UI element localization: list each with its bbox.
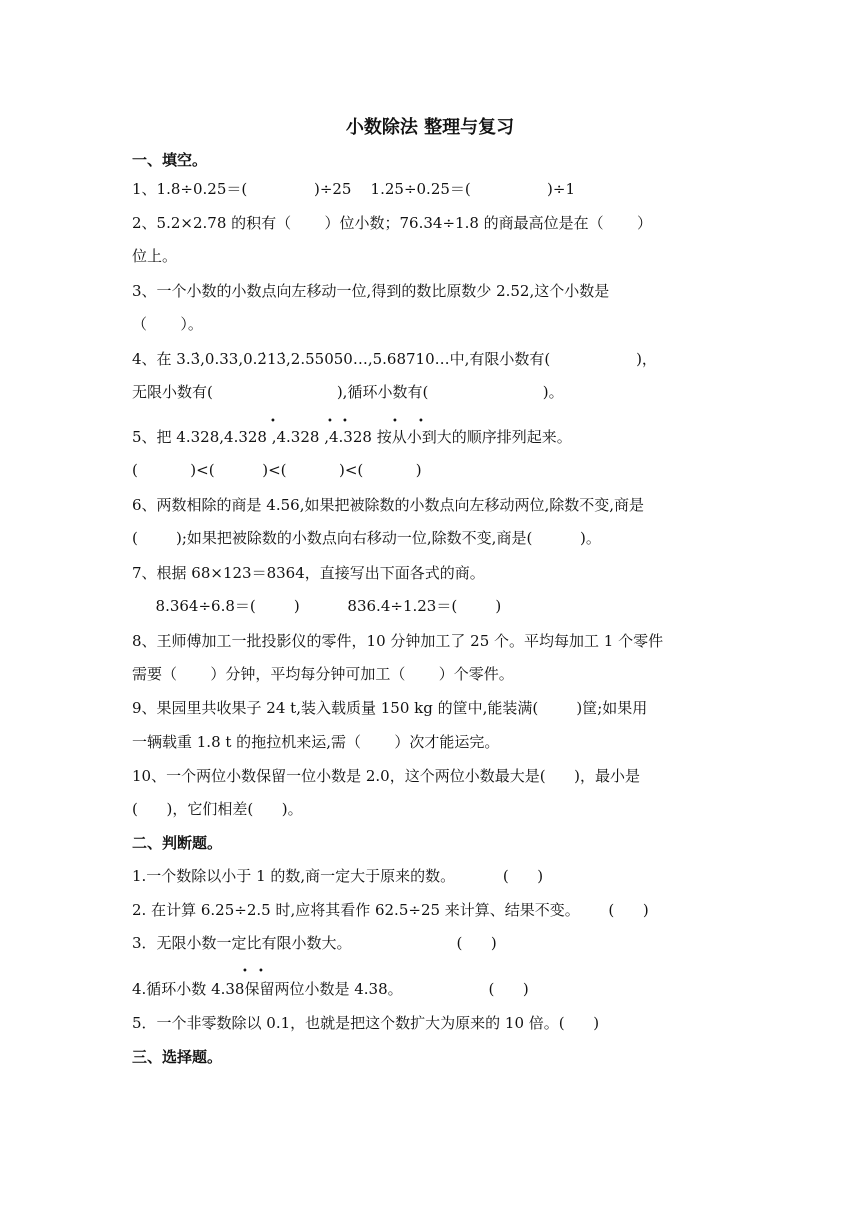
judge-item-4: 4.循环小数 4.38保留两位小数是 4.38。 ( ) — [132, 980, 529, 998]
recurring-dot: • — [270, 416, 276, 427]
question-4-line-2: 无限小数有( ),循环小数有( )。 — [132, 383, 564, 401]
question-9-line-1: 9、果园里共收果子 24 t,装入载质量 150 kg 的筐中,能装满( )筐;如果用 — [132, 699, 648, 717]
question-9-line-2: 一辆载重 1.8 t 的拖拉机来运,需（ ）次才能运完。 — [132, 733, 500, 751]
section-heading-choice: 三、选择题。 — [132, 1048, 223, 1066]
recurring-dot: • — [258, 966, 264, 977]
question-1: 1、1.8÷0.25＝( )÷25 1.25÷0.25＝( )÷1 — [132, 180, 576, 198]
question-7-line-2: 8.364÷6.8＝( ) 836.4÷1.23＝( ) — [146, 597, 502, 615]
question-3-line-1: 3、一个小数的小数点向左移动一位,得到的数比原数少 2.52,这个小数是 — [132, 282, 610, 300]
recurring-dot: • — [418, 416, 424, 427]
section-heading-judge: 二、判断题。 — [132, 834, 223, 852]
question-10-line-1: 10、一个两位小数保留一位小数是 2.0，这个两位小数最大是( )，最小是 — [132, 767, 641, 785]
question-7-line-1: 7、根据 68×123＝8364，直接写出下面各式的商。 — [132, 564, 485, 582]
judge-item-2: 2. 在计算 6.25÷2.5 时,应将其看作 62.5÷25 来计算、结果不变。 ( ) — [132, 901, 649, 919]
question-2-line-2: 位上。 — [132, 247, 178, 265]
recurring-dot: • — [327, 416, 333, 427]
question-2-line-1: 2、5.2×2.78 的积有（ ）位小数；76.34÷1.8 的商最高位是在（ ） — [132, 214, 653, 232]
judge-item-5: 5．一个非零数除以 0.1，也就是把这个数扩大为原来的 10 倍。( ) — [132, 1014, 600, 1032]
recurring-dot: • — [242, 966, 248, 977]
question-3-line-2: （ ）。 — [132, 315, 203, 333]
recurring-dot: • — [342, 416, 348, 427]
question-8-line-1: 8、王师傅加工一批投影仪的零件，10 分钟加工了 25 个。平均每加工 1 个零件 — [132, 632, 664, 650]
question-6-line-2: ( );如果把被除数的小数点向右移动一位,除数不变,商是( )。 — [132, 529, 601, 547]
judge-item-1: 1.一个数除以小于 1 的数,商一定大于原来的数。 ( ) — [132, 867, 544, 885]
judge-item-3: 3．无限小数一定比有限小数大。 ( ) — [132, 934, 497, 952]
question-5-line-1: 5、把 4.328,4.328 ,4.328 ,4.328 按从小到大的顺序排列起来。 — [132, 428, 572, 446]
question-5-line-2: ( )<( )<( )<( ) — [132, 461, 422, 479]
recurring-dot: • — [392, 416, 398, 427]
question-8-line-2: 需要（ ）分钟，平均每分钟可加工（ ）个零件。 — [132, 665, 514, 683]
question-6-line-1: 6、两数相除的商是 4.56,如果把被除数的小数点向左移动两位,除数不变,商是 — [132, 496, 645, 514]
page-title: 小数除法 整理与复习 — [345, 117, 515, 138]
section-heading-fill: 一、填空。 — [132, 151, 208, 169]
question-10-line-2: ( )，它们相差( )。 — [132, 800, 303, 818]
question-4-line-1: 4、在 3.3̇,0.33,0.2̇13̇,2.55050…,5.68710…中,有限小数有( )， — [132, 350, 657, 368]
